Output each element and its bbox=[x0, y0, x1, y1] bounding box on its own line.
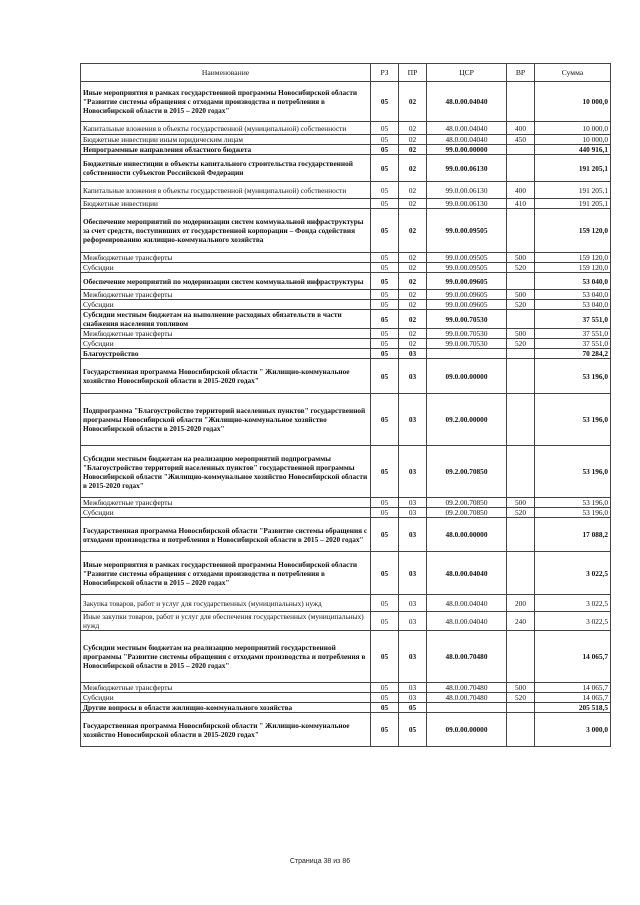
table-row bbox=[81, 199, 611, 209]
cell-rz: 05 bbox=[371, 518, 399, 552]
cell-csr: 99.0.00.06130 bbox=[427, 199, 507, 209]
cell-rz: 05 bbox=[371, 595, 399, 612]
cell-csr: 99.0.00.09605 bbox=[427, 300, 507, 310]
table-body bbox=[81, 82, 611, 747]
page-footer: Страница 38 из 86 bbox=[289, 858, 351, 865]
table-header bbox=[81, 64, 611, 82]
cell-name: Межбюджетные трансферты bbox=[81, 329, 371, 339]
cell-csr: 99.0.00.09505 bbox=[427, 253, 507, 263]
header-name: Наименование bbox=[81, 64, 371, 82]
cell-vr: 400 bbox=[507, 122, 535, 135]
cell-pr: 02 bbox=[399, 290, 427, 300]
table-row bbox=[81, 145, 611, 155]
cell-rz: 05 bbox=[371, 498, 399, 508]
table-row bbox=[81, 263, 611, 273]
cell-csr: 48.0.00.70480 bbox=[427, 631, 507, 683]
cell-vr: 240 bbox=[507, 612, 535, 631]
cell-vr: 520 bbox=[507, 693, 535, 703]
cell-rz: 05 bbox=[371, 359, 399, 394]
table-row bbox=[81, 359, 611, 394]
cell-name: Благоустройство bbox=[81, 349, 371, 359]
table-row bbox=[81, 182, 611, 199]
cell-rz: 05 bbox=[371, 612, 399, 631]
cell-name: Субсидии местным бюджетам на выполнение расходных обязательств в части снабжения населения топливом bbox=[81, 310, 371, 329]
cell-vr: 500 bbox=[507, 253, 535, 263]
cell-csr: 09.0.00.00000 bbox=[427, 713, 507, 747]
cell-pr: 03 bbox=[399, 349, 427, 359]
cell-name: Подпрограмма "Благоустройство территорий населенных пунктов" государственной программы Новосибирской области "Жилищно-коммунальное хозяйство Новосибирской области в 2015-2020 годах" bbox=[81, 394, 371, 446]
cell-rz: 05 bbox=[371, 552, 399, 595]
cell-rz: 05 bbox=[371, 209, 399, 253]
cell-rz: 05 bbox=[371, 683, 399, 693]
cell-csr: 48.0.00.04040 bbox=[427, 122, 507, 135]
table-row bbox=[81, 273, 611, 290]
table-row bbox=[81, 310, 611, 329]
cell-vr bbox=[507, 209, 535, 253]
cell-rz: 05 bbox=[371, 446, 399, 498]
cell-pr: 02 bbox=[399, 209, 427, 253]
cell-pr: 02 bbox=[399, 300, 427, 310]
table-row bbox=[81, 508, 611, 518]
cell-sum: 37 551,0 bbox=[535, 339, 611, 349]
cell-name: Субсидии местным бюджетам на реализацию мероприятий подпрограммы "Благоустройство территорий населенных пунктов" государственной программы Новосибирской области "Жилищно-коммунальное хозяйство Новосибирской области в 2015-2020 годах" bbox=[81, 446, 371, 498]
cell-csr: 99.0.00.09505 bbox=[427, 209, 507, 253]
cell-sum: 205 518,5 bbox=[535, 703, 611, 713]
cell-pr: 03 bbox=[399, 518, 427, 552]
cell-pr: 03 bbox=[399, 612, 427, 631]
cell-vr: 500 bbox=[507, 683, 535, 693]
cell-sum: 53 040,0 bbox=[535, 290, 611, 300]
cell-csr: 48.0.00.04040 bbox=[427, 135, 507, 145]
cell-name: Бюджетные инвестиции bbox=[81, 199, 371, 209]
cell-csr: 99.0.00.06130 bbox=[427, 155, 507, 182]
cell-sum: 159 120,0 bbox=[535, 253, 611, 263]
table-row bbox=[81, 631, 611, 683]
cell-pr: 02 bbox=[399, 199, 427, 209]
cell-pr: 03 bbox=[399, 693, 427, 703]
table-row bbox=[81, 394, 611, 446]
cell-csr: 99.0.00.09605 bbox=[427, 290, 507, 300]
cell-name: Капитальные вложения в объекты государственной (муниципальной) собственности bbox=[81, 182, 371, 199]
cell-sum: 10 000,0 bbox=[535, 135, 611, 145]
cell-vr bbox=[507, 145, 535, 155]
cell-csr: 09.2.00.00000 bbox=[427, 394, 507, 446]
cell-csr: 48.0.00.70480 bbox=[427, 693, 507, 703]
cell-vr: 500 bbox=[507, 329, 535, 339]
cell-sum: 37 551,0 bbox=[535, 310, 611, 329]
cell-vr: 410 bbox=[507, 199, 535, 209]
cell-sum: 53 196,0 bbox=[535, 508, 611, 518]
cell-sum: 14 065,7 bbox=[535, 693, 611, 703]
header-sum: Сумма bbox=[535, 64, 611, 82]
cell-name: Обеспечение мероприятий по модернизации систем коммунальной инфраструктуры за счет средств, поступивших от государственной корпорации – Фонда содействия реформированию жилищно-коммунального хозяйства bbox=[81, 209, 371, 253]
cell-rz: 05 bbox=[371, 508, 399, 518]
cell-vr bbox=[507, 310, 535, 329]
table-row bbox=[81, 595, 611, 612]
table-row bbox=[81, 498, 611, 508]
cell-sum: 10 000,0 bbox=[535, 122, 611, 135]
cell-name: Субсидии bbox=[81, 508, 371, 518]
cell-pr: 02 bbox=[399, 310, 427, 329]
cell-name: Субсидии bbox=[81, 300, 371, 310]
cell-pr: 02 bbox=[399, 329, 427, 339]
cell-pr: 05 bbox=[399, 703, 427, 713]
cell-csr: 48.0.00.70480 bbox=[427, 683, 507, 693]
cell-vr: 450 bbox=[507, 135, 535, 145]
cell-sum: 53 196,0 bbox=[535, 446, 611, 498]
cell-csr bbox=[427, 349, 507, 359]
cell-name: Капитальные вложения в объекты государственной (муниципальной) собственности bbox=[81, 122, 371, 135]
cell-pr: 02 bbox=[399, 82, 427, 122]
cell-pr: 03 bbox=[399, 394, 427, 446]
cell-sum: 191 205,1 bbox=[535, 155, 611, 182]
cell-vr bbox=[507, 155, 535, 182]
cell-vr: 500 bbox=[507, 290, 535, 300]
header-vr: ВР bbox=[507, 64, 535, 82]
cell-name: Другие вопросы в области жилищно-коммунального хозяйства bbox=[81, 703, 371, 713]
cell-vr bbox=[507, 359, 535, 394]
table-row bbox=[81, 290, 611, 300]
cell-rz: 05 bbox=[371, 394, 399, 446]
cell-pr: 02 bbox=[399, 135, 427, 145]
cell-pr: 03 bbox=[399, 552, 427, 595]
cell-csr: 48.0.00.04040 bbox=[427, 552, 507, 595]
cell-pr: 03 bbox=[399, 631, 427, 683]
budget-table bbox=[80, 63, 611, 747]
cell-rz: 05 bbox=[371, 300, 399, 310]
table-row bbox=[81, 82, 611, 122]
cell-sum: 191 205,1 bbox=[535, 182, 611, 199]
table-row bbox=[81, 518, 611, 552]
header-csr: ЦСР bbox=[427, 64, 507, 82]
cell-sum: 10 000,0 bbox=[535, 82, 611, 122]
cell-pr: 02 bbox=[399, 182, 427, 199]
cell-name: Бюджетные инвестиции в объекты капитального строительства государственной собственности субъектов Российской Федерации bbox=[81, 155, 371, 182]
table-row bbox=[81, 300, 611, 310]
header-rz: РЗ bbox=[371, 64, 399, 82]
cell-vr bbox=[507, 82, 535, 122]
cell-sum: 14 065,7 bbox=[535, 683, 611, 693]
table-row bbox=[81, 612, 611, 631]
table-row bbox=[81, 683, 611, 693]
table-row bbox=[81, 253, 611, 263]
cell-sum: 159 120,0 bbox=[535, 263, 611, 273]
cell-sum: 70 284,2 bbox=[535, 349, 611, 359]
cell-name: Иные мероприятия в рамках государственной программы Новосибирской области "Развитие системы обращения с отходами производства и потребления в Новосибирской области в 2015 – 2020 годах" bbox=[81, 82, 371, 122]
cell-pr: 02 bbox=[399, 155, 427, 182]
table-row bbox=[81, 209, 611, 253]
cell-vr: 500 bbox=[507, 498, 535, 508]
cell-pr: 03 bbox=[399, 683, 427, 693]
cell-name: Непрограммные направления областного бюджета bbox=[81, 145, 371, 155]
cell-sum: 440 916,1 bbox=[535, 145, 611, 155]
cell-pr: 02 bbox=[399, 253, 427, 263]
cell-csr: 48.0.00.04040 bbox=[427, 612, 507, 631]
cell-csr: 99.0.00.06130 bbox=[427, 182, 507, 199]
cell-sum: 3 022,5 bbox=[535, 552, 611, 595]
cell-name: Иные мероприятия в рамках государственной программы Новосибирской области "Развитие системы обращения с отходами производства и потребления в Новосибирской области в 2015 – 2020 годах" bbox=[81, 552, 371, 595]
cell-csr: 48.0.00.00000 bbox=[427, 518, 507, 552]
cell-name: Закупка товаров, работ и услуг для государственных (муниципальных) нужд bbox=[81, 595, 371, 612]
cell-pr: 02 bbox=[399, 145, 427, 155]
cell-name: Субсидии bbox=[81, 693, 371, 703]
cell-csr: 99.0.00.70530 bbox=[427, 339, 507, 349]
cell-pr: 03 bbox=[399, 508, 427, 518]
cell-rz: 05 bbox=[371, 182, 399, 199]
cell-vr bbox=[507, 349, 535, 359]
cell-rz: 05 bbox=[371, 82, 399, 122]
cell-name: Государственная программа Новосибирской области " Жилищно-коммунальное хозяйство Новосибирской области в 2015-2020 годах" bbox=[81, 713, 371, 747]
cell-vr bbox=[507, 394, 535, 446]
cell-rz: 05 bbox=[371, 253, 399, 263]
cell-name: Субсидии bbox=[81, 263, 371, 273]
cell-name: Субсидии местным бюджетам на реализацию мероприятий государственной программы "Развитие системы обращения с отходами производства и потребления в Новосибирской области в 2015 – 2020 годах" bbox=[81, 631, 371, 683]
cell-sum: 37 551,0 bbox=[535, 329, 611, 339]
cell-name: Субсидии bbox=[81, 339, 371, 349]
cell-sum: 53 040,0 bbox=[535, 273, 611, 290]
cell-rz: 05 bbox=[371, 145, 399, 155]
cell-sum: 3 022,5 bbox=[535, 612, 611, 631]
cell-pr: 03 bbox=[399, 498, 427, 508]
cell-rz: 05 bbox=[371, 349, 399, 359]
cell-vr bbox=[507, 518, 535, 552]
cell-rz: 05 bbox=[371, 713, 399, 747]
cell-vr bbox=[507, 631, 535, 683]
cell-sum: 53 196,0 bbox=[535, 394, 611, 446]
cell-csr: 09.2.00.70850 bbox=[427, 498, 507, 508]
cell-vr bbox=[507, 273, 535, 290]
table-row bbox=[81, 155, 611, 182]
cell-pr: 02 bbox=[399, 263, 427, 273]
table-row bbox=[81, 122, 611, 135]
cell-sum: 3 000,0 bbox=[535, 713, 611, 747]
cell-pr: 03 bbox=[399, 595, 427, 612]
cell-name: Государственная программа Новосибирской области "Развитие системы обращения с отходами производства и потребления в Новосибирской области в 2015 – 2020 годах" bbox=[81, 518, 371, 552]
cell-rz: 05 bbox=[371, 122, 399, 135]
cell-rz: 05 bbox=[371, 273, 399, 290]
table-row bbox=[81, 713, 611, 747]
cell-vr: 400 bbox=[507, 182, 535, 199]
cell-sum: 17 088,2 bbox=[535, 518, 611, 552]
cell-pr: 03 bbox=[399, 446, 427, 498]
cell-sum: 159 120,0 bbox=[535, 209, 611, 253]
cell-rz: 05 bbox=[371, 310, 399, 329]
cell-name: Бюджетные инвестиции иным юридическим лицам bbox=[81, 135, 371, 145]
table-row bbox=[81, 693, 611, 703]
cell-rz: 05 bbox=[371, 263, 399, 273]
cell-name: Обеспечение мероприятий по модернизации систем коммунальной инфраструктуры bbox=[81, 273, 371, 290]
cell-pr: 02 bbox=[399, 273, 427, 290]
cell-vr: 520 bbox=[507, 339, 535, 349]
cell-sum: 53 196,0 bbox=[535, 359, 611, 394]
header-pr: ПР bbox=[399, 64, 427, 82]
cell-csr: 99.0.00.09505 bbox=[427, 263, 507, 273]
cell-name: Иные закупки товаров, работ и услуг для обеспечения государственных (муниципальных) нужд bbox=[81, 612, 371, 631]
cell-vr: 520 bbox=[507, 263, 535, 273]
cell-vr bbox=[507, 703, 535, 713]
cell-rz: 05 bbox=[371, 703, 399, 713]
cell-vr bbox=[507, 446, 535, 498]
cell-rz: 05 bbox=[371, 631, 399, 683]
cell-name: Межбюджетные трансферты bbox=[81, 683, 371, 693]
cell-pr: 05 bbox=[399, 713, 427, 747]
cell-csr: 48.0.00.04040 bbox=[427, 82, 507, 122]
cell-name: Межбюджетные трансферты bbox=[81, 253, 371, 263]
cell-sum: 53 040,0 bbox=[535, 300, 611, 310]
cell-csr: 48.0.00.04040 bbox=[427, 595, 507, 612]
table-row bbox=[81, 446, 611, 498]
cell-pr: 02 bbox=[399, 339, 427, 349]
cell-rz: 05 bbox=[371, 693, 399, 703]
cell-vr bbox=[507, 713, 535, 747]
cell-vr: 520 bbox=[507, 508, 535, 518]
cell-pr: 02 bbox=[399, 122, 427, 135]
cell-csr: 09.0.00.00000 bbox=[427, 359, 507, 394]
cell-csr: 99.0.00.00000 bbox=[427, 145, 507, 155]
cell-name: Межбюджетные трансферты bbox=[81, 290, 371, 300]
cell-rz: 05 bbox=[371, 290, 399, 300]
cell-name: Межбюджетные трансферты bbox=[81, 498, 371, 508]
cell-name: Государственная программа Новосибирской области " Жилищно-коммунальное хозяйство Новосибирской области в 2015-2020 годах" bbox=[81, 359, 371, 394]
cell-csr: 09.2.00.70850 bbox=[427, 446, 507, 498]
table-row bbox=[81, 329, 611, 339]
cell-csr bbox=[427, 703, 507, 713]
cell-sum: 191 205,1 bbox=[535, 199, 611, 209]
table-row bbox=[81, 339, 611, 349]
cell-csr: 99.0.00.70530 bbox=[427, 329, 507, 339]
cell-sum: 14 065,7 bbox=[535, 631, 611, 683]
cell-rz: 05 bbox=[371, 329, 399, 339]
table-row bbox=[81, 703, 611, 713]
cell-rz: 05 bbox=[371, 339, 399, 349]
cell-sum: 53 196,0 bbox=[535, 498, 611, 508]
cell-vr: 520 bbox=[507, 300, 535, 310]
cell-csr: 99.0.00.09605 bbox=[427, 273, 507, 290]
cell-csr: 99.0.00.70530 bbox=[427, 310, 507, 329]
cell-sum: 3 022,5 bbox=[535, 595, 611, 612]
cell-rz: 05 bbox=[371, 135, 399, 145]
table-row bbox=[81, 135, 611, 145]
table-row bbox=[81, 349, 611, 359]
cell-csr: 09.2.00.70850 bbox=[427, 508, 507, 518]
cell-vr: 200 bbox=[507, 595, 535, 612]
table-row bbox=[81, 552, 611, 595]
cell-rz: 05 bbox=[371, 199, 399, 209]
cell-pr: 03 bbox=[399, 359, 427, 394]
cell-vr bbox=[507, 552, 535, 595]
cell-rz: 05 bbox=[371, 155, 399, 182]
